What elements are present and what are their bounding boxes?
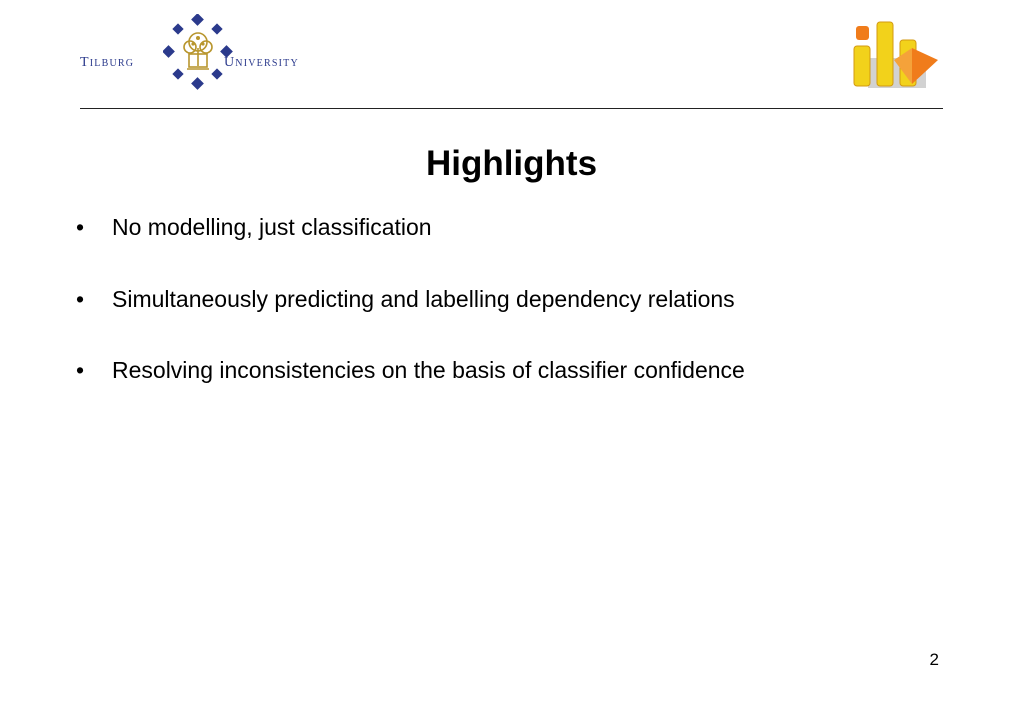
ilk-logo-icon: [852, 18, 942, 90]
logo-word-tilburg: Tilburg: [80, 55, 135, 70]
slide-header: [0, 0, 1023, 112]
bullet-item: [70, 208, 745, 246]
bullet-list: [70, 208, 745, 423]
bullet-text: Simultaneously predicting and labelling dependency relations: [112, 285, 735, 312]
header-divider: [80, 108, 943, 109]
bullet-item: [70, 280, 745, 318]
bullet-mark: •: [76, 214, 85, 240]
bullet-text: Resolving inconsistencies on the basis of classifier confidence: [112, 357, 745, 383]
bullet-mark: •: [76, 357, 85, 383]
tilburg-university-logo: [78, 14, 338, 94]
university-crest-icon: [163, 14, 233, 90]
bullet-item: [70, 351, 745, 389]
page-number: 2: [929, 650, 939, 669]
logo-word-university: University: [224, 55, 299, 70]
slide-title: Highlights: [425, 144, 598, 183]
bullet-text: No modelling, just classification: [112, 214, 432, 240]
bullet-mark: •: [76, 285, 85, 312]
